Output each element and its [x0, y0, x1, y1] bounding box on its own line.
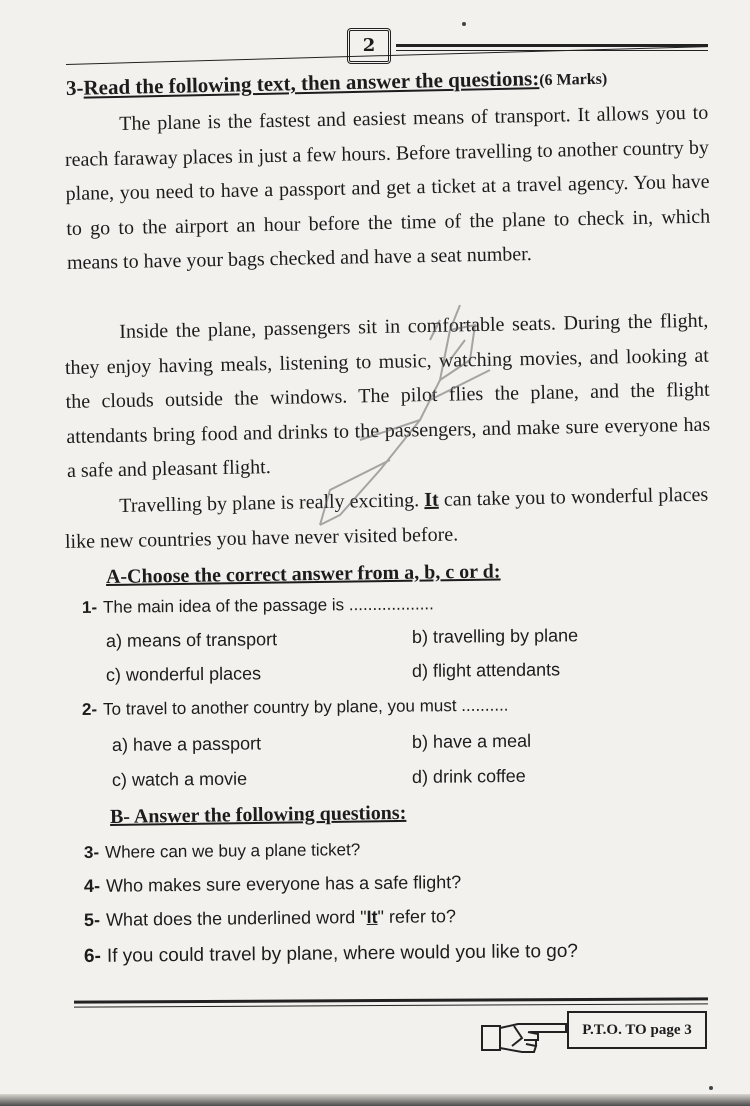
option-1c: c) wonderful places: [105, 663, 262, 685]
page-number: 2: [347, 28, 391, 64]
question-text: Where can we buy a plane ticket?: [105, 840, 361, 862]
speck: [709, 1086, 713, 1090]
option-1d: d) flight attendants: [411, 659, 561, 681]
option-1a: a) means of transport: [105, 629, 278, 651]
question-6: [84, 941, 578, 968]
underlined-word: It: [366, 906, 378, 928]
option-2a: a) have a passport: [111, 733, 262, 755]
section-marks: (6 Marks): [539, 70, 608, 90]
footer-rule: [74, 997, 708, 1003]
passage-paragraph-1: [64, 96, 711, 281]
speck: [462, 22, 466, 26]
part-a-heading: A-Choose the correct answer from a, b, c or d:: [105, 560, 501, 588]
page-bottom-edge: [0, 1094, 750, 1106]
option-2b: b) have a meal: [411, 730, 532, 752]
question-text-start: What does the underlined word ": [105, 907, 367, 930]
question-text: To travel to another country by plane, you must ..........: [103, 695, 509, 719]
question-number: 1-: [81, 597, 98, 617]
question-number: 5-: [83, 909, 101, 930]
paragraph-3-text-end: can take you to wonderful places like new countries you have never visited before.: [64, 483, 709, 553]
paragraph-2-text: Inside the plane, passengers sit in comfortable seats. During the flight, they enjoy having meals, listening to music, watching movies, and looking at the clouds outside the windows. The pilot flies the plane, and the flight attendants bring food and drinks to the passengers, and make sure everyone has a safe and pleasant flight.: [64, 309, 711, 482]
paragraph-3-text-start: Travelling by plane is really exciting.: [119, 489, 420, 517]
pointing-hand-icon: [478, 1012, 570, 1058]
question-text-end: " refer to?: [377, 906, 457, 927]
question-4: [84, 872, 461, 897]
question-2: [82, 696, 509, 720]
question-number: 4-: [83, 875, 101, 896]
option-1b: b) travelling by plane: [411, 625, 579, 647]
underlined-word-it: It: [424, 488, 439, 512]
question-number: 6-: [83, 945, 102, 967]
section-title: [66, 62, 716, 101]
question-text: Who makes sure everyone has a safe flight?: [105, 872, 462, 896]
question-number: 3-: [83, 842, 100, 862]
footer-rule-thin: [74, 1003, 708, 1007]
pto-page: page 3: [650, 1022, 692, 1038]
section-number: 3-: [65, 75, 84, 100]
paragraph-1-text: The plane is the fastest and easiest means of transport. It allows you to reach faraway places in just a few hours. Before travelling to another country by plane, you need to have a passport and get a ticket at a travel agency. You have to go to the airport an hour before the time of the plane to check in, which means to have your bags checked and have a seat number.: [64, 101, 711, 274]
question-5: [84, 906, 456, 931]
pto-label: P.T.O. TO: [582, 1022, 647, 1038]
question-number: 2-: [81, 699, 98, 719]
question-1: [82, 594, 434, 618]
question-text: The main idea of the passage is ..................: [103, 594, 434, 617]
part-b-heading: B- Answer the following questions:: [109, 801, 407, 828]
plane-sketch-icon: [300, 300, 500, 530]
question-text: If you could travel by plane, where would you like to go?: [106, 940, 579, 967]
option-2c: c) watch a movie: [111, 768, 248, 790]
pto-box: [567, 1011, 707, 1049]
question-3: [84, 840, 360, 863]
option-2d: d) drink coffee: [411, 765, 526, 787]
section-instruction: Read the following text, then answer the questions:: [83, 66, 540, 100]
